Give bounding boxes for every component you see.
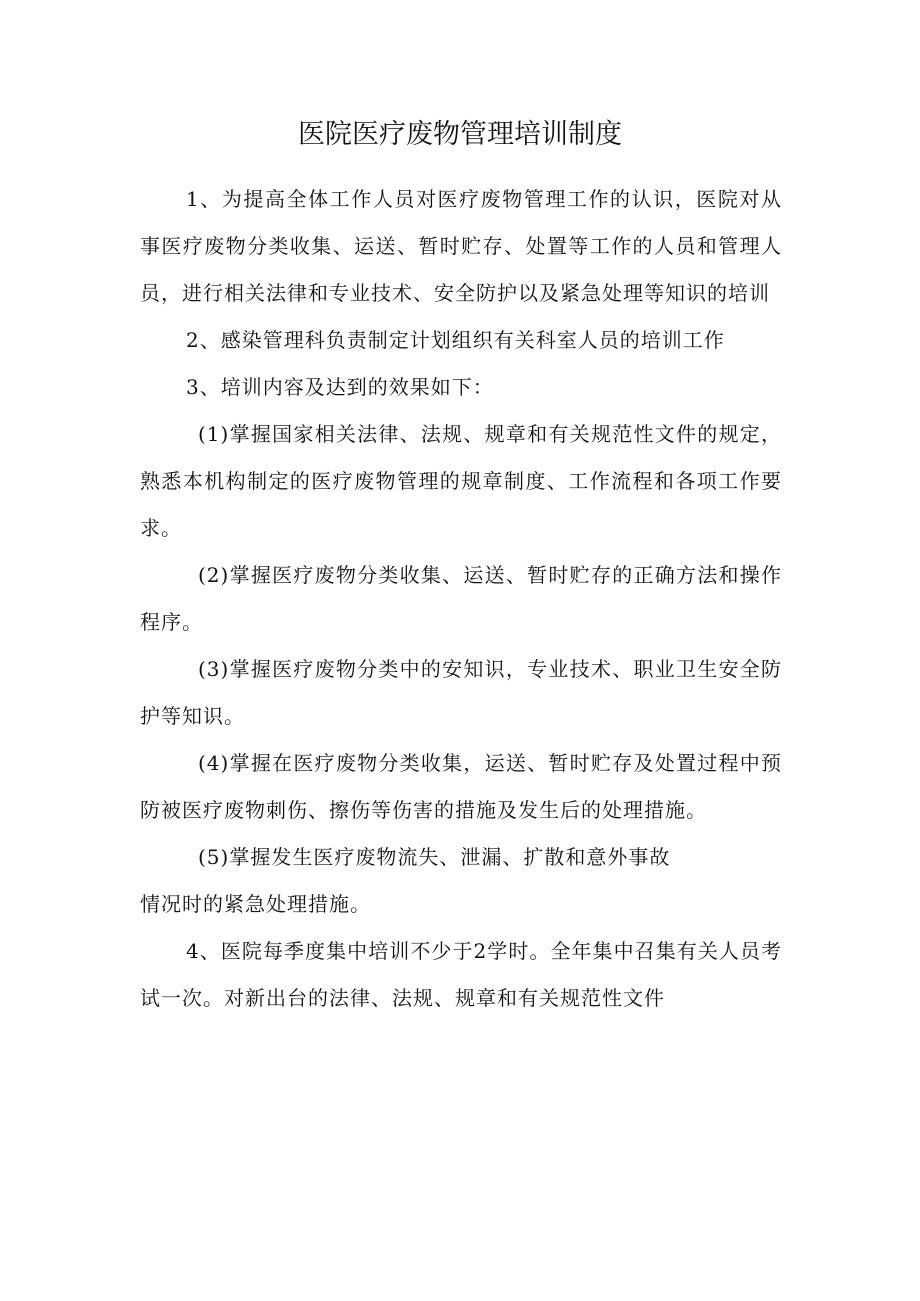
paragraph-2: 2、感染管理科负责制定计划组织有关科室人员的培训工作 (186, 328, 725, 352)
document-title: 医院医疗废物管理培训制度 (298, 119, 622, 150)
subitem-2: (2)掌握医疗废物分类收集、运送、暂时贮存的正确方法和操作程序。 (140, 563, 782, 634)
subitem-3: (3)掌握医疗废物分类中的安知识，专业技术、职业卫生安全防护等知识。 (140, 657, 782, 728)
paragraph-4: 4、医院每季度集中培训不少于2学时。全年集中召集有关人员考试一次。对新出台的法律、法规、规章和有关规范性文件 (140, 939, 782, 1010)
subitem-5: (5)掌握发生医疗废物流失、泄漏、扩散和意外事故 (198, 845, 671, 869)
subitem-5-continuation: 情况时的紧急处理措施。 (140, 892, 371, 916)
paragraph-3: 3、培训内容及达到的效果如下： (186, 375, 494, 399)
paragraph-1: 1、为提高全体工作人员对医疗废物管理工作的认识，医院对从事医疗废物分类收集、运送、暂时贮存、处置等工作的人员和管理人员，进行相关法律和专业技术、安全防护以及紧急处理等知识的培训 (140, 187, 782, 305)
subitem-1: (1)掌握国家相关法律、法规、规章和有关规范性文件的规定，熟悉本机构制定的医疗废物管理的规章制度、工作流程和各项工作要求。 (140, 422, 782, 540)
subitem-4: (4)掌握在医疗废物分类收集，运送、暂时贮存及处置过程中预防被医疗废物刺伤、擦伤等伤害的措施及发生后的处理措施。 (140, 751, 782, 822)
document-body (140, 176, 782, 1022)
